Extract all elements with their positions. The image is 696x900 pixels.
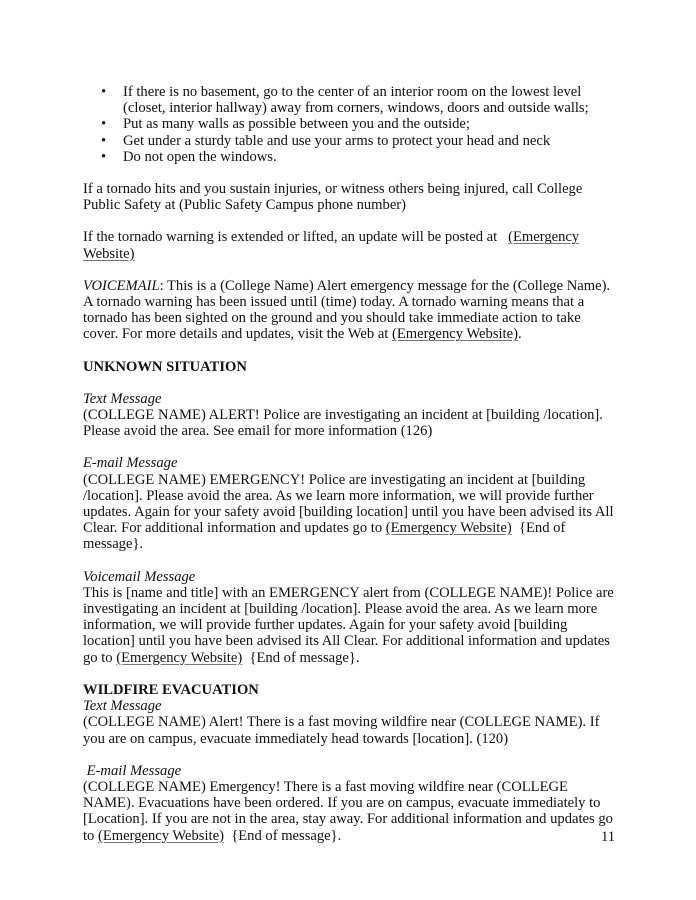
emergency-website-link[interactable]: (Emergency Website): [392, 326, 518, 343]
voicemail-label: VOICEMAIL: [83, 277, 160, 294]
email-message-label: E-mail Message: [83, 455, 178, 472]
end-of-message: {End of message}.: [242, 649, 360, 666]
section-heading-wildfire: WILDFIRE EVACUATION: [83, 681, 259, 698]
email-message-label: E-mail Message: [83, 762, 182, 779]
bullet-item: • If there is no basement, go to the center of an interior room on the lowest level (closet, interior hallway) away from corners, windows, doors and outside walls;: [123, 84, 618, 116]
tornado-safety-bullets: [83, 84, 618, 165]
emergency-website-link[interactable]: (Emergency Website): [98, 827, 224, 844]
update-text: If the tornado warning is extended or lifted, an update will be posted at: [83, 229, 509, 246]
bullet-item: • Do not open the windows.: [123, 149, 618, 165]
bullet-item: • Put as many walls as possible between you and the outside;: [123, 116, 618, 132]
emergency-website-link[interactable]: (Emergency Website): [116, 649, 243, 666]
text-message-body: (COLLEGE NAME) Alert! There is a fast moving wildfire near (COLLEGE NAME). If you are on campus, evacuate immediately head towards [location]. (120): [83, 714, 600, 747]
email-text: (COLLEGE NAME) EMERGENCY! Police are investigating an incident at [building /location]. Please avoid the area. As we learn more information, we will provide further updates. Again for your safety avoid [building location] until you have been advised its All Clear. For additional information and updates go to: [83, 471, 614, 537]
emergency-website-link[interactable]: (Emergency Website): [83, 229, 580, 262]
email-text: (COLLEGE NAME) Emergency! There is a fast moving wildfire near (COLLEGE NAME). Evacuations have been ordered. If you are on campus, evacuate immediately to [Location]. If you are not in the area, stay away. For additional information and updates go to: [83, 778, 613, 844]
tornado-voicemail-paragraph: [83, 278, 618, 343]
text-message-label: Text Message: [83, 698, 162, 715]
email-message-body: [83, 472, 618, 553]
end-of-message: {End of message}.: [223, 827, 342, 844]
text-message-body: (COLLEGE NAME) ALERT! Police are investigating an incident at [building /location]. Please avoid the area. See email for more information (126): [83, 407, 603, 440]
voicemail-message-body: [83, 585, 618, 666]
text-message-label: Text Message: [83, 390, 162, 407]
email-message-body: [83, 779, 618, 844]
emergency-website-link[interactable]: (Emergency Website): [385, 520, 512, 537]
voicemail-text: This is [name and title] with an EMERGENCY alert from (COLLEGE NAME)! Police are investigating an incident at [building /location]. Please avoid the area. As we learn more information, we will provide further updates. Again for your safety avoid [building location] until you have been advised its All Clear. For additional information and updates go to: [83, 584, 614, 666]
end-of-message: {End of message}.: [83, 520, 569, 553]
tornado-injury-paragraph: If a tornado hits and you sustain injuries, or witness others being injured, call College Public Safety at (Public Safety Campus phone number): [83, 181, 583, 214]
tornado-update-paragraph: [83, 229, 618, 261]
bullet-item: • Get under a sturdy table and use your arms to protect your head and neck: [123, 133, 618, 149]
voicemail-message-label: Voicemail Message: [83, 568, 196, 585]
voicemail-text: : This is a (College Name) Alert emergency message for the (College Name). A tornado warning has been issued until (time) today. A tornado warning means that a tornado has been sighted on the ground and you should take immediate action to take cover. For more details and updates, visit the Web at: [83, 277, 611, 343]
punctuation: .: [517, 326, 522, 343]
section-heading-unknown: UNKNOWN SITUATION: [83, 358, 247, 375]
page-number: 11: [601, 829, 616, 845]
document-page: [83, 84, 618, 844]
